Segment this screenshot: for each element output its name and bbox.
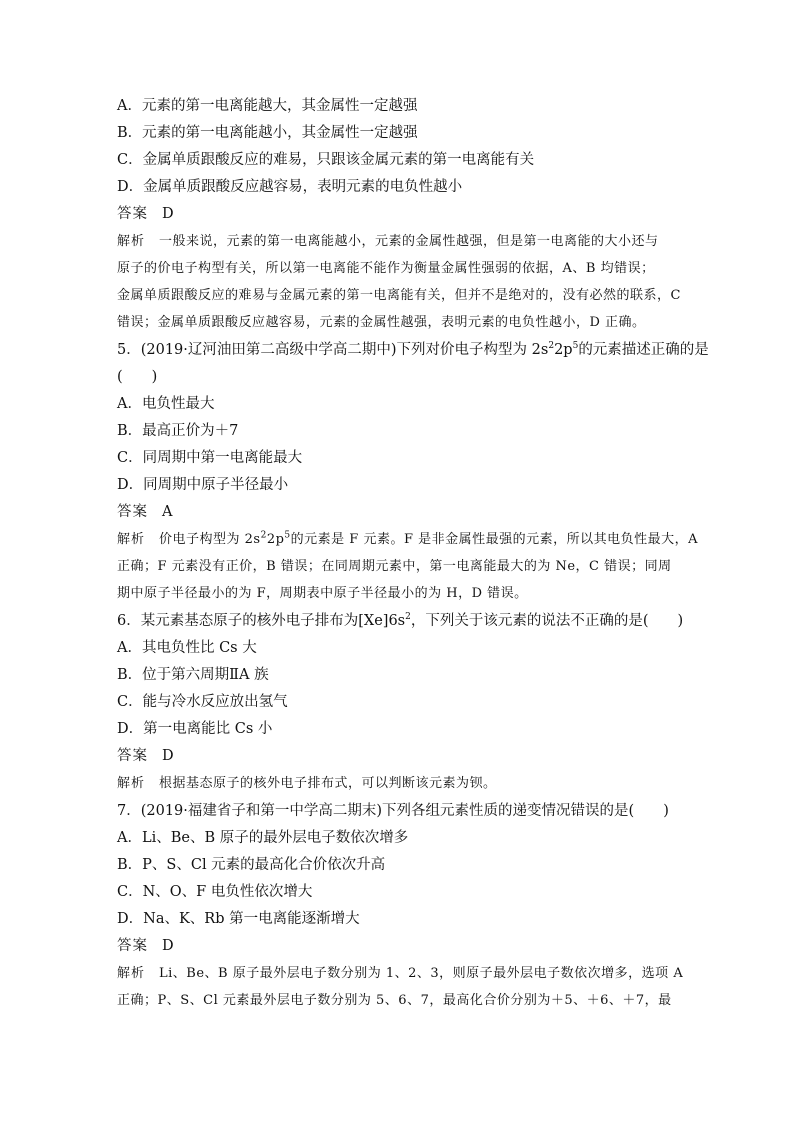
answer-value: A [162,504,173,520]
q5-option-c: C．同周期中第一电离能最大 [117,450,303,466]
q4-option-a: A．元素的第一电离能越大，其金属性一定越强 [117,98,418,114]
explanation-label: 解析 [117,532,146,547]
q4-explanation-line-4: 错误；金属单质跟酸反应越容易，元素的金属性越强，表明元素的电负性越小，D 正确。 [117,315,646,330]
q7-option-c: C．N、O、F 电负性依次增大 [117,884,313,900]
q4-explanation-line-3: 金属单质跟酸反应的难易与金属元素的第一电离能有关，但并不是绝对的，没有必然的联系，C [117,288,681,303]
q5-option-b: B．最高正价为＋7 [117,423,239,439]
q6-option-d: D．第一电离能比 Cs 小 [117,721,273,737]
q7-option-d: D．Na、K、Rb 第一电离能逐渐增大 [117,911,360,927]
q6-answer [117,746,174,766]
q5-answer-paren: ( ) [117,369,158,385]
q6-explanation-line-1: 解析 根据基态原子的核外电子排布式，可以判断该元素为钡。 [117,776,497,791]
answer-label: 答案 [117,938,148,954]
explanation-label: 解析 [117,234,146,249]
q4-option-b: B．元素的第一电离能越小，其金属性一定越强 [117,125,418,141]
q5-answer [117,502,172,522]
q6-option-a: A．其电负性比 Cs 大 [117,640,257,656]
q5-explanation-line-1: 解析 价电子构型为 $2s^22p^5$的元素是 F 元素。F 是非金属性最强的元素，所以其电负性最大，A [117,530,698,547]
q6-stem: 6．某元素基态原子的核外电子排布为$[Xe]6s^2$，下列关于该元素的说法不正确的是( ) [117,612,684,629]
answer-value: D [162,938,174,954]
q5-option-a: A．电负性最大 [117,396,215,412]
answer-value: D [162,206,174,222]
q5-stem: 5．(2019·辽河油田第二高级中学高二期中)下列对价电子构型为 $2s^22p^5$的元素描述正确的是 [117,341,709,358]
q4-explanation-line-1: 解析 一般来说，元素的第一电离能越小，元素的金属性越强，但是第一电离能的大小还与 [117,234,659,249]
q7-answer [117,936,174,956]
q6-option-b: B．位于第六周期ⅡA 族 [117,667,269,683]
q5-option-d: D．同周期中原子半径最小 [117,477,289,493]
q7-explanation-line-2: 正确；P、S、Cl 元素最外层电子数分别为 5、6、7，最高化合价分别为＋5、＋6、＋7，最 [117,993,672,1008]
answer-label: 答案 [117,206,148,222]
q4-option-c: C．金属单质跟酸反应的难易，只跟该金属元素的第一电离能有关 [117,152,535,168]
q7-explanation-line-1: 解析 Li、Be、B 原子最外层电子数分别为 1、2、3，则原子最外层电子数依次增多，选项 A [117,966,684,981]
explanation-label: 解析 [117,966,146,981]
q7-option-a: A．Li、Be、B 原子的最外层电子数依次增多 [117,830,409,846]
q5-explanation-line-2: 正确；F 元素没有正价，B 错误；在同周期元素中，第一电离能最大的为 Ne，C 错误；同周 [117,559,672,574]
q4-answer [117,204,174,224]
q4-option-d: D．金属单质跟酸反应越容易，表明元素的电负性越小 [117,179,463,195]
explanation-label: 解析 [117,776,146,791]
answer-label: 答案 [117,748,148,764]
q5-explanation-line-3: 期中原子半径最小的为 F，周期表中原子半径最小的为 H，D 错误。 [117,586,528,601]
q7-stem: 7．(2019·福建省子和第一中学高二期末)下列各组元素性质的递变情况错误的是( ) [117,803,669,819]
answer-label: 答案 [117,504,148,520]
q6-option-c: C．能与冷水反应放出氢气 [117,694,288,710]
q7-option-b: B．P、S、Cl 元素的最高化合价依次升高 [117,857,386,873]
answer-value: D [162,748,174,764]
q4-explanation-line-2: 原子的价电子构型有关，所以第一电离能不能作为衡量金属性强弱的依据，A、B 均错误； [117,261,655,276]
